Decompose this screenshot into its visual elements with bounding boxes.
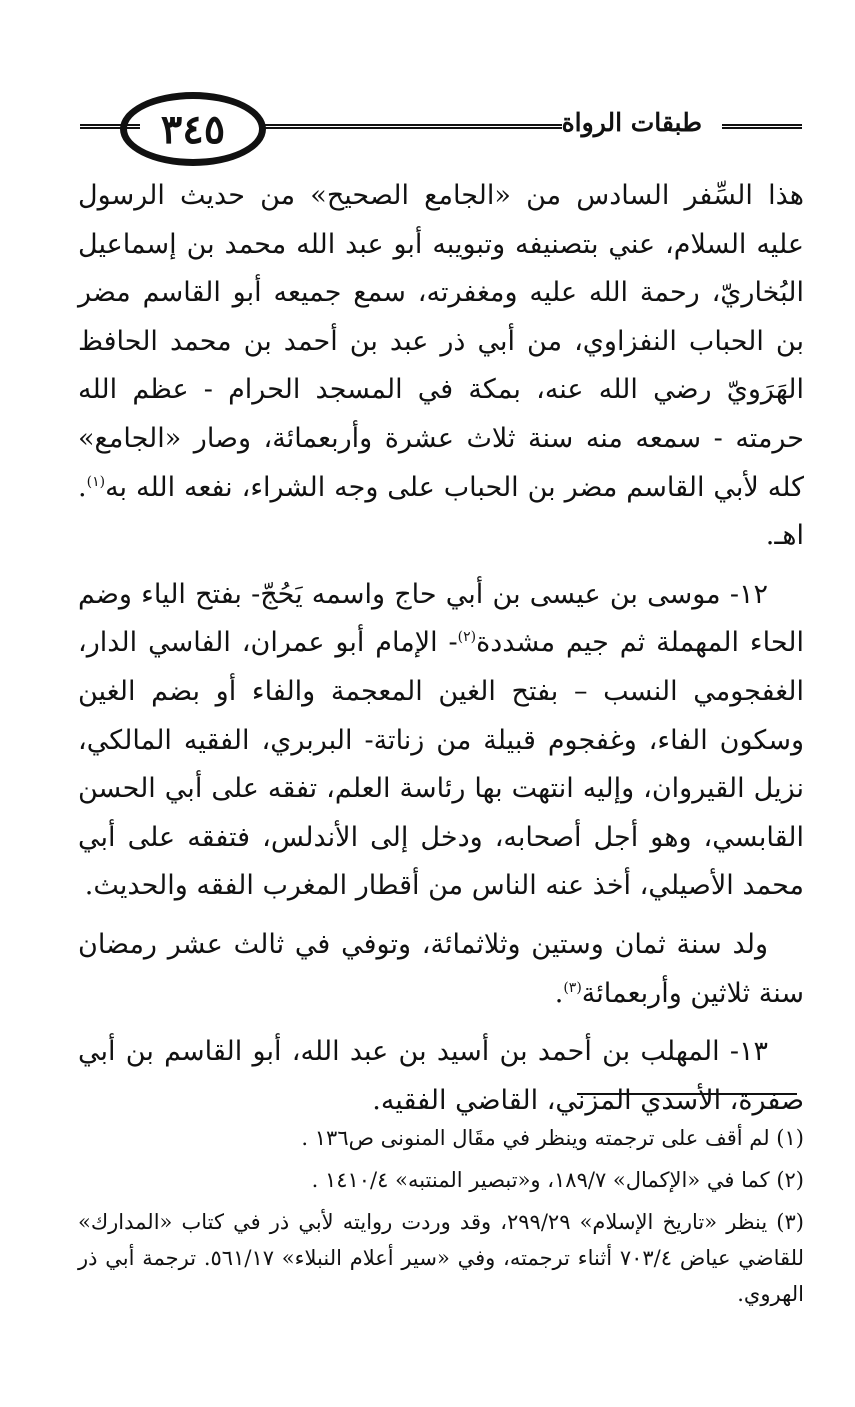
colophon-text: هذا السِّفر السادس من «الجامع الصحيح» من حديث الرسول عليه السلام، عني بتصنيفه وتبويبه أبو عبد الله محمد بن إسماعيل البُخاريّ، رحمة الله عليه ومغفرته، سمع جميعه أبو القاسم مضر بن الحباب النفزاوي، من أبي ذر عبد بن أحمد بن محمد الحافظ الهَرَويّ رضي الله عنه، بمكة في المسجد الحرام - عظم الله حرمته - سمعه منه سنة ثلاث عشرة وأربعمائة، وصار «الجامع» كله لأبي القاسم مضر بن الحباب على وجه الشراء، نفعه الله به [78,180,804,503]
footnote-3: (٣) ينظر «تاريخ الإسلام» ٢٩٩/٢٩، وقد وردت روايته لأبي ذر في كتاب «المدارك» للقاضي عياض ٧٠٣/٤ أثناء ترجمته، وفي «سير أعلام النبلاء» ٥٦١/١٧. ترجمة أبي ذر الهروي. [78,1210,804,1306]
birth-death-end: . [554,977,564,1009]
footnote-ref-2: (٢) [457,629,477,646]
entry-12-rest: - الإمام أبو عمران، الفاسي الدار، الغفجومي النسب – بفتح الغين المعجمة والفاء أو بضم الغين وسكون الفاء، وغفجوم قبيلة من زناتة- البربري، الفقيه المالكي، نزيل القيروان، وإليه انتهت بها رئاسة العلم، تفقه على أبي الحسن القابسي، وهو أجل أصحابه، ودخل إلى الأندلس، فتفقه على أبي محمد الأصيلي، أخذ عنه الناس من أقطار المغرب الفقه والحديث. [78,627,804,902]
footnote-separator [577,1093,797,1095]
entry-13-paragraph: ١٣- المهلب بن أحمد بن أسيد بن عبد الله، أبو القاسم بن أبي صفرة، الأسدي المزني، القاضي الفقيه. [78,1036,804,1116]
header-rule-right [722,124,802,129]
colophon-paragraph [78,172,804,561]
running-title: طبقات الرواة [561,108,702,137]
page-number-oval: ٣٤٥ [120,92,266,166]
birth-death-paragraph [78,921,804,1018]
footnote-2: (٢) كما في «الإكمال» ١٨٩/٧، و«تبصير المنتبه» ١٤١٠/٤ . [311,1168,804,1192]
header-rule-middle [262,124,562,129]
footnote-ref-3: (٣) [563,979,582,996]
entry-12-paragraph [78,571,804,911]
footnote-1: (١) لم أقف على ترجمته وينظر في مقَال المنونى ص١٣٦ . [301,1126,804,1150]
main-text [78,172,804,1135]
entry-12-head: ١٢- موسى بن عيسى بن أبي حاج واسمه يَحُجّ- بفتح الياء وضم الحاء المهملة ثم جيم مشددة [78,578,804,659]
page-header [80,92,802,172]
birth-death-text: ولد سنة ثمان وستين وثلاثمائة، وتوفي في ثالث عشر رمضان سنة ثلاثين وأربعمائة [78,928,804,1009]
footnote-ref-1: (١) [86,473,106,490]
footnotes [78,1120,804,1318]
colophon-end: . اهـ. [78,471,804,552]
header-rule-left [80,124,140,129]
